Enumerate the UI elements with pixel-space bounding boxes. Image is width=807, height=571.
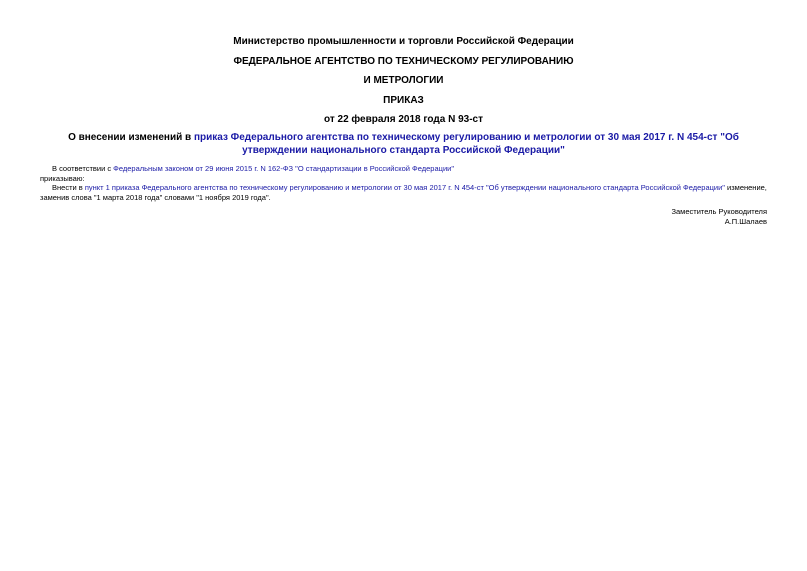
document-date: от 22 февраля 2018 года N 93-ст xyxy=(323,114,484,125)
signatory-name: А.П.Шалаев xyxy=(724,217,767,226)
paragraph-order: приказываю: xyxy=(40,174,85,183)
ministry-name: Министерство промышленности и торговли Российской Федерации xyxy=(233,36,574,47)
federal-law-link[interactable]: Федеральным законом от 29 июня 2015 г. N 162-ФЗ "О стандартизации в Российской Федерации" xyxy=(113,164,454,173)
agency-name-line1: ФЕДЕРАЛЬНОЕ АГЕНТСТВО ПО ТЕХНИЧЕСКОМУ РЕГУЛИРОВАНИЮ xyxy=(233,56,574,67)
amendment-prefix: Внести в xyxy=(52,183,85,192)
paragraph-amendment xyxy=(40,183,767,203)
amendment-suffix: изменение, заменив слова "1 марта 2018 года" словами "1 ноября 2019 года". xyxy=(40,183,767,202)
document-title xyxy=(40,131,767,157)
title-prefix: О внесении изменений в xyxy=(68,132,194,143)
title-order-link[interactable]: приказ Федерального агентства по техническому регулированию и метрологии от 30 мая 2017 г. N 454-ст "Об утверждении национального стандарта Российской Федерации" xyxy=(193,132,739,156)
order-clause-link[interactable]: пункт 1 приказа Федерального агентства по техническому регулированию и метрологии от 30 мая 2017 г. N 454-ст "Об утверждении национального стандарта Российской Федерации" xyxy=(84,183,725,192)
document-type: ПРИКАЗ xyxy=(383,95,424,106)
paragraph-basis xyxy=(52,164,454,174)
signatory-position: Заместитель Руководителя xyxy=(671,207,767,216)
agency-name-line2: И МЕТРОЛОГИИ xyxy=(363,75,444,86)
basis-prefix: В соответствии с xyxy=(52,164,114,173)
